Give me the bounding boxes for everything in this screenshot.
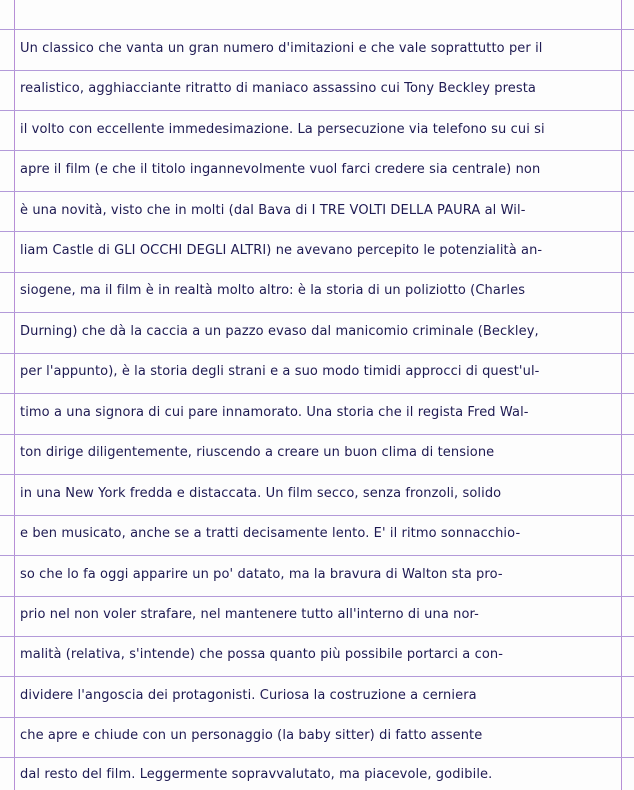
handwritten-line-1: Un classico che vanta un gran numero d'imitazioni e che vale soprattutto per il <box>20 41 543 56</box>
ruled-line <box>0 272 634 273</box>
handwritten-line-13: e ben musicato, anche se a tratti decisamente lento. E' il ritmo sonnacchio- <box>20 526 521 541</box>
handwritten-line-9: per l'appunto), è la storia degli strani e a suo modo timidi approcci di quest'ul- <box>20 364 540 379</box>
handwritten-line-16: malità (relativa, s'intende) che possa quanto più possibile portarci a con- <box>20 647 504 662</box>
ruled-line <box>0 70 634 71</box>
handwritten-line-18: che apre e chiude con un personaggio (la baby sitter) di fatto assente <box>20 728 483 743</box>
handwritten-line-3: il volto con eccellente immedesimazione. La persecuzione via telefono su cui si <box>20 122 545 137</box>
ruled-line <box>0 636 634 637</box>
handwritten-line-5: è una novità, visto che in molti (dal Bava di I TRE VOLTI DELLA PAURA al Wil- <box>20 203 526 218</box>
ruled-line <box>0 474 634 475</box>
ruled-line <box>0 757 634 758</box>
ruled-line <box>0 150 634 151</box>
ruled-line <box>0 393 634 394</box>
left-margin-line <box>14 0 15 790</box>
handwritten-line-15: prio nel non voler strafare, nel mantenere tutto all'interno di una nor- <box>20 607 479 622</box>
handwritten-line-4: apre il film (e che il titolo ingannevolmente vuol farci credere sia centrale) non <box>20 162 541 177</box>
ruled-line <box>0 29 634 30</box>
handwritten-line-14: so che lo fa oggi apparire un po' datato, ma la bravura di Walton sta pro- <box>20 567 503 582</box>
ruled-line <box>0 231 634 232</box>
handwritten-line-7: siogene, ma il film è in realtà molto altro: è la storia di un poliziotto (Charles <box>20 283 526 298</box>
ruled-line <box>0 434 634 435</box>
handwritten-line-17: dividere l'angoscia dei protagonisti. Curiosa la costruzione a cerniera <box>20 688 477 703</box>
ruled-line <box>0 312 634 313</box>
ruled-line <box>0 717 634 718</box>
right-margin-line <box>621 0 622 790</box>
ruled-line <box>0 191 634 192</box>
handwritten-line-19: dal resto del film. Leggermente sopravvalutato, ma piacevole, godibile. <box>20 767 493 782</box>
handwritten-line-2: realistico, agghiacciante ritratto di maniaco assassino cui Tony Beckley presta <box>20 81 536 96</box>
ruled-line <box>0 676 634 677</box>
handwritten-line-11: ton dirige diligentemente, riuscendo a creare un buon clima di tensione <box>20 445 495 460</box>
ruled-line <box>0 353 634 354</box>
handwritten-line-12: in una New York fredda e distaccata. Un film secco, senza fronzoli, solido <box>20 486 502 501</box>
ruled-line <box>0 596 634 597</box>
handwritten-line-6: liam Castle di GLI OCCHI DEGLI ALTRI) ne avevano percepito le potenzialità an- <box>20 243 543 258</box>
handwritten-line-10: timo a una signora di cui pare innamorato. Una storia che il regista Fred Wal- <box>20 405 529 420</box>
ruled-line <box>0 555 634 556</box>
ruled-line <box>0 110 634 111</box>
handwritten-line-8: Durning) che dà la caccia a un pazzo evaso dal manicomio criminale (Beckley, <box>20 324 539 339</box>
ruled-line <box>0 515 634 516</box>
